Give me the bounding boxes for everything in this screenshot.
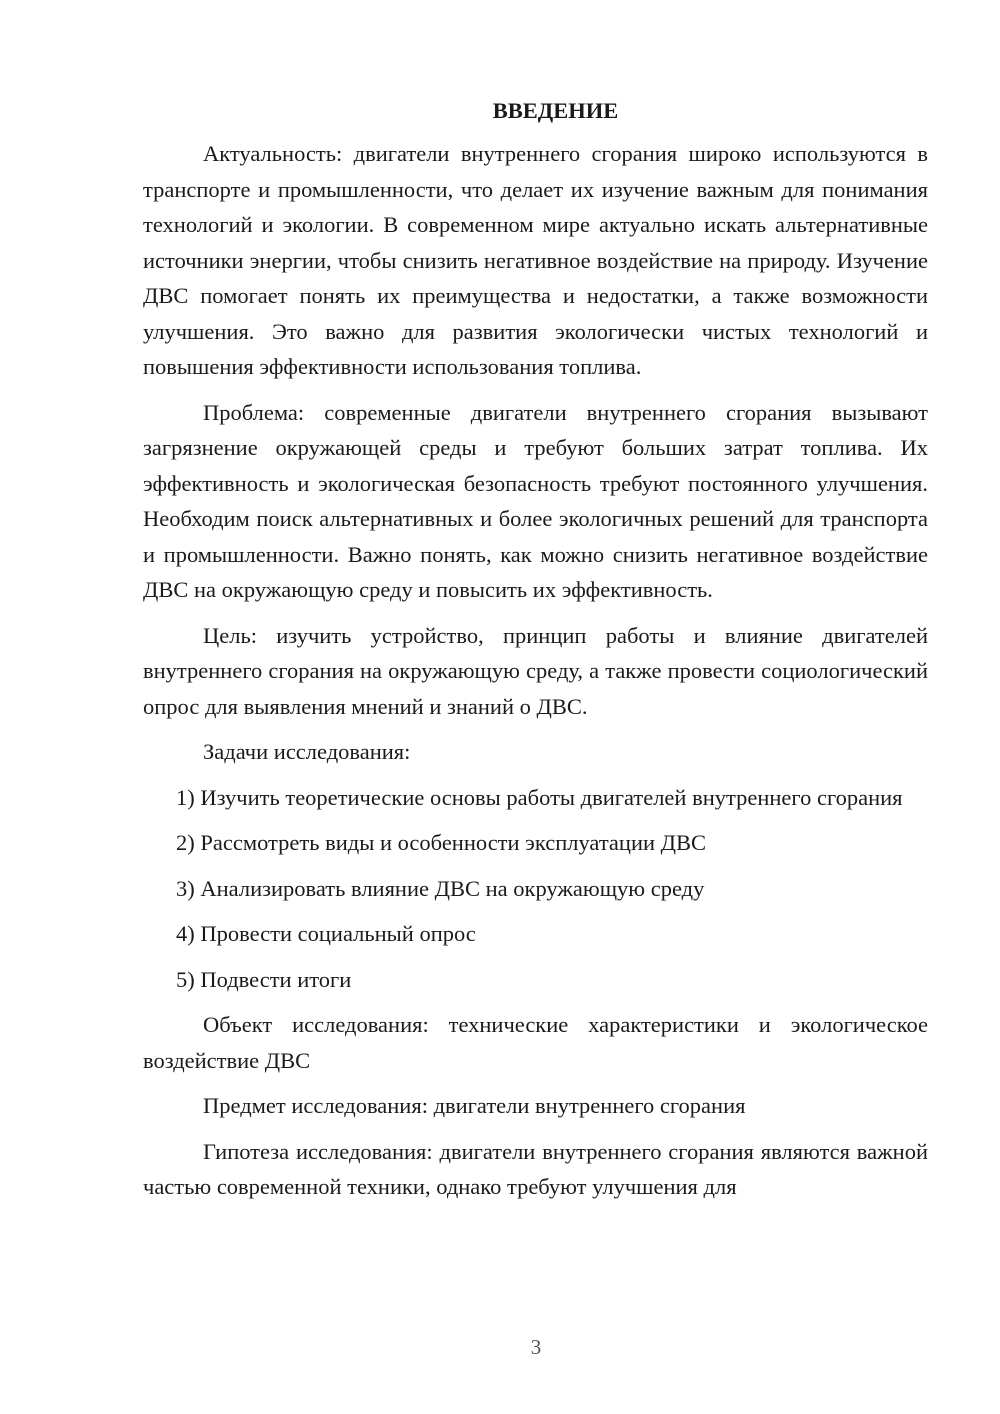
- list-item: 2) Рассмотреть виды и особенности эксплуатации ДВС: [176, 830, 707, 855]
- tasks-title: Задачи исследования:: [203, 739, 411, 764]
- list-item: 1) Изучить теоретические основы работы двигателей внутреннего сгорания: [176, 784, 903, 810]
- paragraph-relevance: Актуальность: двигатели внутреннего сгорания широко используются в транспорте и промышленности, что делает их изучение важным для понимания технологий и экологии. В современном мире актуально искать альтернативные источники энергии, чтобы снизить негативное воздействие на природу. Изучение ДВС помогает понять их преимущества и недостатки, а также возможности улучшения. Это важно для развития экологически чистых технологий и повышения эффективности использования топлива.: [143, 141, 928, 379]
- list-item: 3) Анализировать влияние ДВС на окружающую среду: [176, 875, 705, 901]
- list-item: 5) Подвести итоги: [176, 966, 352, 992]
- paragraph-problem: Проблема: современные двигатели внутреннего сгорания вызывают загрязнение окружающей среды и требуют больших затрат топлива. Их эффективность и экологическая безопасность требуют постоянного улучшения. Необходим поиск альтернативных и более экологичных решений для транспорта и промышленности. Важно понять, как можно снизить негативное воздействие ДВС на окружающую среду и повысить их эффективность.: [143, 399, 928, 602]
- tasks-list: [143, 780, 928, 998]
- page-content: [143, 96, 928, 1215]
- paragraph-goal: Цель: изучить устройство, принцип работы и влияние двигателей внутреннего сгорания на окружающую среду, а также провести социологический опрос для выявления мнений и знаний о ДВС.: [143, 622, 928, 719]
- list-item: 4) Провести социальный опрос: [176, 921, 476, 946]
- paragraph-subject: Предмет исследования: двигатели внутреннего сгорания: [203, 1093, 746, 1118]
- section-heading: ВВЕДЕНИЕ: [492, 98, 619, 123]
- page-number: 3: [530, 1335, 542, 1359]
- paragraph-hypothesis: Гипотеза исследования: двигатели внутреннего сгорания являются важной частью современной техники, однако требуют улучшения для: [143, 1138, 928, 1199]
- paragraph-object: Объект исследования: технические характеристики и экологическое воздействие ДВС: [143, 1012, 928, 1073]
